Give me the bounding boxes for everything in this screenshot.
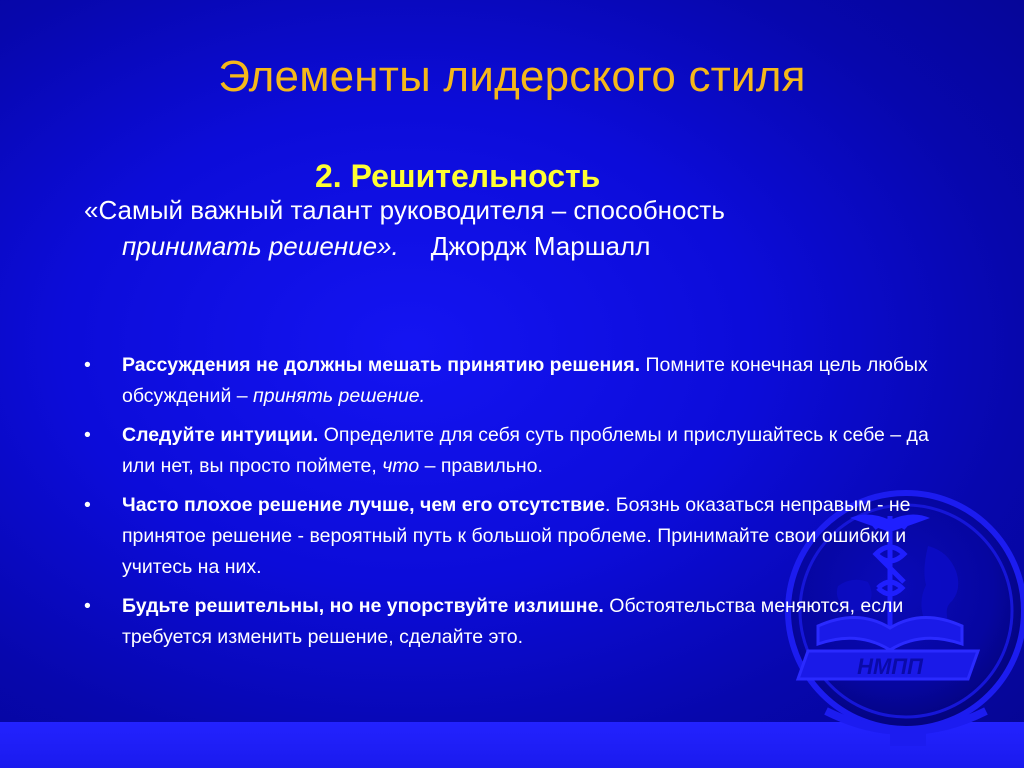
bullet-item [84, 420, 954, 482]
bullet-text: Определите для себя суть проблемы и прислушайтесь к себе – да или нет, вы просто поймете, [122, 424, 929, 477]
bullet-bold-text: Будьте решительны, но не упорствуйте излишне. [122, 595, 604, 617]
bullet-bold-text: Следуйте интуиции. [122, 424, 319, 446]
bullet-italic-text: что [382, 455, 420, 477]
bullet-dot: • [84, 424, 91, 446]
bullet-bold-text: Рассуждения не должны мешать принятию решения. [122, 354, 641, 376]
quote-block [84, 192, 944, 264]
quote-italic-text: принимать решение». [122, 231, 399, 261]
bullet-item [84, 350, 954, 412]
slide-title: Элементы лидерского стиля [218, 52, 806, 101]
bullet-italic-text: принять решение. [253, 385, 426, 407]
bullet-text: . Боязнь оказаться неправым - не принятое решение - вероятный путь к большой проблеме. Принимайте свои ошибки и учитесь на них. [122, 494, 911, 578]
bullet-item [84, 490, 954, 583]
quote-line-1: «Самый важный талант руководителя – способность [84, 195, 725, 225]
bullet-bold-text: Часто плохое решение лучше, чем его отсутствие [122, 494, 605, 516]
emblem-logo-text: НМПП [857, 654, 923, 679]
bullet-dot: • [84, 354, 91, 376]
quote-author: Джордж Маршалл [430, 231, 651, 261]
slide-subtitle: 2. Решительность [315, 158, 601, 194]
bullet-text: Помните конечная цель любых обсуждений – [122, 354, 928, 407]
bullet-tail: – правильно. [419, 455, 543, 477]
bullet-dot: • [84, 494, 91, 516]
bullet-dot: • [84, 595, 91, 617]
bullet-list [84, 350, 954, 661]
bullet-item [84, 591, 954, 653]
quote-line-2 [84, 228, 944, 264]
bullet-text: Обстоятельства меняются, если требуется изменить решение, сделайте это. [122, 595, 904, 648]
